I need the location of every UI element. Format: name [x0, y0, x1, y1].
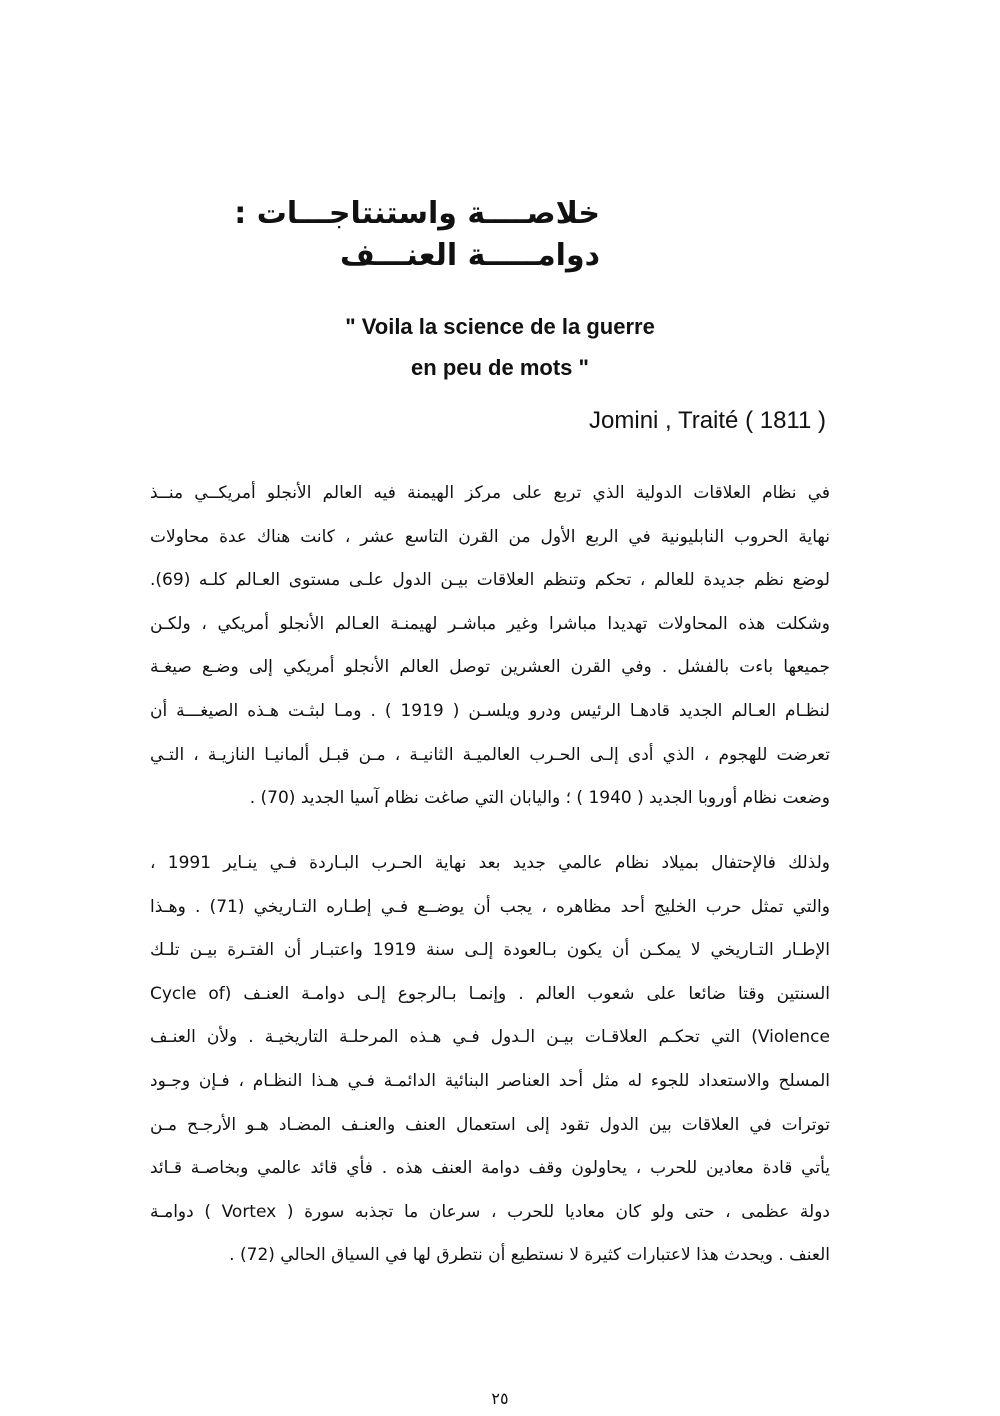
text-line: وشكلت هذه المحاولات تهديدا مباشرا وغير مباشـر لهيمنـة العـالم الأنجلو أمريكي ، ولكـن [150, 613, 830, 634]
epigraph-line-2: en peu de mots " [411, 355, 589, 380]
text-line: Violence) التي تحكـم العلاقـات بيـن الـدول فـي هـذه المرحلـة التاريخيـة . ولأن العنـف [150, 1027, 830, 1048]
body-paragraph-1 [150, 472, 830, 821]
text-line: العنف . ويحدث هذا لاعتبارات كثيرة لا نستطيع أن نتطرق لها في السياق الحالي (72) . [229, 1245, 830, 1266]
text-line: في نظام العلاقات الدولية الذي تربع على مركز الهيمنة فيه العالم الأنجلو أمريكــي منــذ [150, 483, 830, 503]
body-paragraph-2 [150, 842, 830, 1278]
chapter-heading-line-2: دوامـــــة العنـــف [339, 238, 600, 273]
epigraph-line-1: " Voila la science de la guerre [345, 314, 655, 339]
text-line: نهاية الحروب النابليونية في الربع الأول من القرن التاسع عشر ، كانت هناك عدة محاولات [150, 526, 830, 547]
text-line: دولة عظمى ، حتى ولو كان معاديا للحرب ، سرعان ما تجذبه سورة ( Vortex ) دوامـة [150, 1201, 830, 1222]
text-line: ولذلك فالإحتفال بميلاد نظام عالمي جديد بعد نهاية الحـرب البـاردة فـي ينـاير 1991 ، [150, 853, 830, 873]
text-line: السنتين وقتا ضائعا على شعوب العالم . وإنمـا بـالرجوع إلـى دوامـة العنـف (Cycle of [150, 983, 830, 1004]
text-line: تعرضت للهجوم ، الذي أدى إلـى الحـرب العالميـة الثانيـة ، مـن قبـل ألمانيـا النازيـة ، التـي [150, 744, 830, 765]
text-line: والتي تمثل حرب الخليج أحد مظاهره ، يجب أن يوضــع فـي إطـاره التـاريخي (71) . وهـذا [150, 896, 830, 917]
page-number: ٢٥ [491, 1389, 509, 1408]
text-line: جميعها باءت بالفشل . وفي القرن العشرين توصل العالم الأنجلو أمريكي إلى وضـع صيغـة [150, 657, 830, 678]
text-line: لوضع نظم جديدة للعالم ، تحكم وتنظم العلاقات بيـن الدول علـى مستوى العـالم كلـه (69). [150, 570, 830, 591]
text-line: الإطـار التـاريخي لا يمكـن أن يكون بـالعودة إلـى سنة 1919 واعتبـار أن الفتـرة بيـن تلـك [150, 940, 830, 961]
text-line: وضعت نظام أوروبا الجديد ( 1940 ) ؛ واليابان التي صاغت نظام آسيا الجديد (70) . [249, 788, 830, 809]
text-line: توترات في العلاقات بين الدول تقود إلى استعمال العنف والعنـف المضـاد هـو الأرجـح مـن [150, 1114, 830, 1135]
text-line: يأتي قادة معادين للحرب ، يحاولون وقف دوامة العنف هذه . فأي قائد عالمي وبخاصـة قـائد [150, 1158, 830, 1179]
text-line: المسلح والاستعداد للجوء له مثل أحد العناصر البنائية الدائمـة فـي هـذا النظـام ، فـإن وجـود [150, 1070, 830, 1091]
chapter-heading-line-1: خلاصــــة واستنتاجـــات : [234, 196, 600, 231]
epigraph-attribution: Jomini , Traité ( 1811 ) [589, 407, 826, 434]
text-line: لنظـام العـالم الجديد قادهـا الرئيس ودرو ويلسـن ( 1919 ) . ومـا لبثـت هـذه الصيغـــة أن [150, 700, 830, 721]
